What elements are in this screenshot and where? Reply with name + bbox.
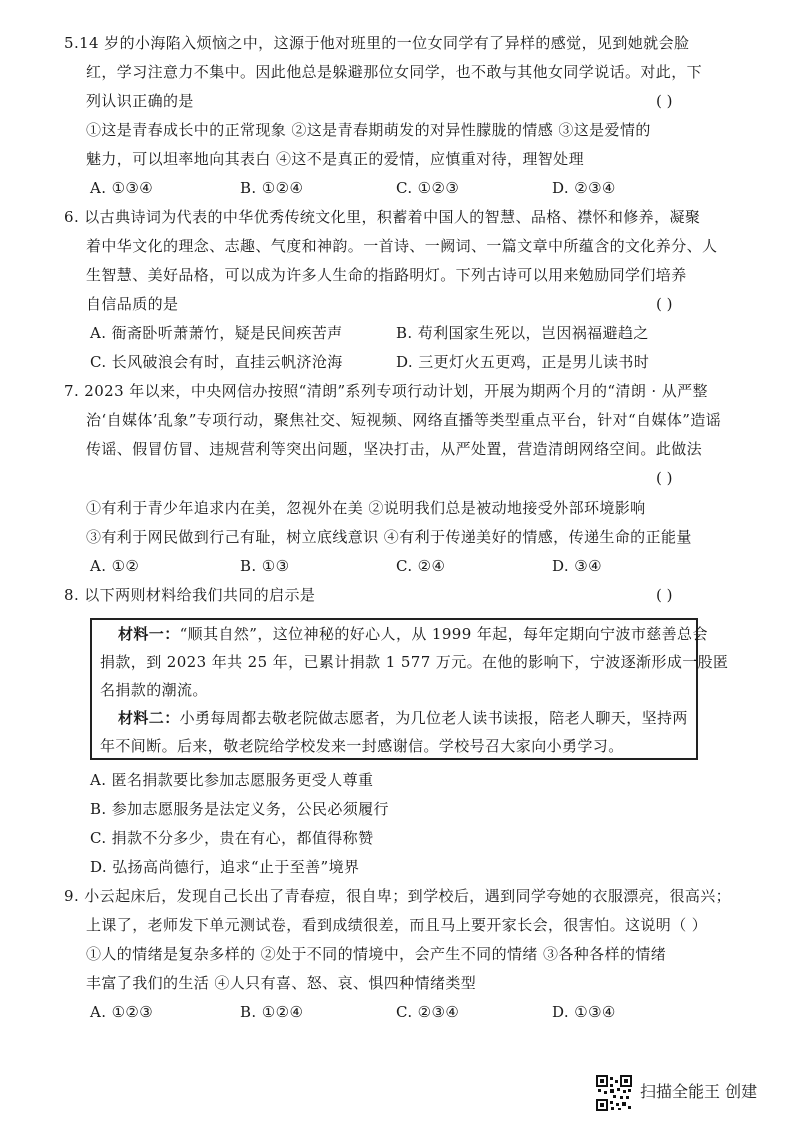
material-1-line-2: 捐款，到 2023 年共 25 年，已累计捐款 1 577 万元。在他的影响下，宁波逐渐形成一股匿 <box>100 653 729 671</box>
q9-line-2: 上课了，老师发下单元测试卷，看到成绩很差，而且马上要开家长会，很害怕。这说明（ ） <box>86 916 708 934</box>
q9-line-4: 丰富了我们的生活 ④人只有喜、怒、哀、惧四种情绪类型 <box>86 974 477 992</box>
q5-line-1: 5.14 岁的小海陷入烦恼之中，这源于他对班里的一位女同学有了异样的感觉，见到她就会脸 <box>64 34 690 52</box>
q6-line-1: 6. 以古典诗词为代表的中华优秀传统文化里，积蓄着中国人的智慧、品格、襟怀和修养，凝聚 <box>64 208 701 226</box>
q9-option-d: D. ①③④ <box>552 1003 616 1021</box>
q5-answer-paren: ( ) <box>656 92 673 110</box>
material-2-text: 小勇每周都去敬老院做志愿者，为几位老人读书读报，陪老人聊天，坚持两 <box>179 709 688 727</box>
q7-line-5: ③有利于网民做到行己有耻，树立底线意识 ④有利于传递美好的情感，传递生命的正能量 <box>86 528 692 546</box>
q8-option-b: B. 参加志愿服务是法定义务，公民必须履行 <box>90 800 389 818</box>
q8-answer-paren: ( ) <box>656 586 673 604</box>
q7-line-4: ①有利于青少年追求内在美，忽视外在美 ②说明我们总是被动地接受外部环境影响 <box>86 499 646 517</box>
q7-line-2: 治‘自媒体’乱象”专项行动，聚焦社交、短视频、网络直播等类型重点平台，针对“自媒体”造谣 <box>86 411 722 429</box>
q6-line-2: 着中华文化的理念、志趣、气度和神韵。一首诗、一阙词、一篇文章中所蕴含的文化养分、人 <box>86 237 718 255</box>
q6-option-d: D. 三更灯火五更鸡，正是男儿读书时 <box>396 353 650 371</box>
material-1-line-3: 名捐款的潮流。 <box>100 681 208 699</box>
q9-line-1: 9. 小云起床后，发现自己长出了青春痘，很自卑；到学校后，遇到同学夸她的衣服漂亮，很高兴； <box>64 887 732 905</box>
qr-code-icon <box>596 1075 632 1111</box>
q9-line-3: ①人的情绪是复杂多样的 ②处于不同的情境中，会产生不同的情绪 ③各种各样的情绪 <box>86 945 667 963</box>
q7-option-c: C. ②④ <box>396 557 446 575</box>
q5-line-4: ①这是青春成长中的正常现象 ②这是青春期萌发的对异性朦胧的情感 ③这是爱情的 <box>86 121 651 139</box>
q6-line-4: 自信品质的是 <box>86 295 179 313</box>
q9-option-a: A. ①②③ <box>90 1003 154 1021</box>
q6-answer-paren: ( ) <box>656 295 673 313</box>
q8-line-1: 8. 以下两则材料给我们共同的启示是 <box>64 586 316 604</box>
material-2-line-1 <box>118 708 688 728</box>
material-2-label: 材料二： <box>118 709 180 727</box>
q7-option-b: B. ①③ <box>240 557 290 575</box>
q5-option-d: D. ②③④ <box>552 179 616 197</box>
q5-line-2: 红，学习注意力不集中。因此他总是躲避那位女同学，也不敢与其他女同学说话。对此，下 <box>86 63 703 81</box>
q6-option-c: C. 长风破浪会有时，直挂云帆济沧海 <box>90 353 343 371</box>
q5-line-3: 列认识正确的是 <box>86 92 194 110</box>
q5-line-5: 魅力，可以坦率地向其表白 ④这不是真正的爱情，应慎重对待，理智处理 <box>86 150 584 168</box>
material-2-line-2: 年不间断。后来，敬老院给学校发来一封感谢信。学校号召大家向小勇学习。 <box>100 737 624 755</box>
material-1-text: “顺其自然”，这位神秘的好心人，从 1999 年起，每年定期向宁波市慈善总会 <box>179 625 708 643</box>
material-1-label: 材料一： <box>118 625 180 643</box>
q7-option-d: D. ③④ <box>552 557 602 575</box>
q5-option-c: C. ①②③ <box>396 179 460 197</box>
q7-answer-paren: ( ) <box>656 469 673 487</box>
scanner-watermark-text: 扫描全能王 创建 <box>640 1082 758 1101</box>
q6-line-3: 生智慧、美好品格，可以成为许多人生命的指路明灯。下列古诗可以用来勉励同学们培养 <box>86 266 687 284</box>
q7-line-3: 传谣、假冒仿冒、违规营利等突出问题，坚决打击，从严处置，营造清朗网络空间。此做法 <box>86 440 703 458</box>
q9-option-c: C. ②③④ <box>396 1003 460 1021</box>
q8-option-d: D. 弘扬高尚德行，追求“止于至善”境界 <box>90 858 360 876</box>
material-1-line-1 <box>118 624 708 644</box>
q9-option-b: B. ①②④ <box>240 1003 304 1021</box>
q5-option-a: A. ①③④ <box>90 179 154 197</box>
q6-option-a: A. 衙斋卧听萧萧竹，疑是民间疾苦声 <box>90 324 343 342</box>
q6-option-b: B. 苟利国家生死以，岂因祸福避趋之 <box>396 324 649 342</box>
q5-option-b: B. ①②④ <box>240 179 304 197</box>
q8-option-c: C. 捐款不分多少，贵在有心，都值得称赞 <box>90 829 374 847</box>
q7-option-a: A. ①② <box>90 557 140 575</box>
q7-line-1: 7. 2023 年以来，中央网信办按照“清朗”系列专项行动计划，开展为期两个月的“清朗 · 从严整 <box>64 382 708 400</box>
q8-option-a: A. 匿名捐款要比参加志愿服务更受人尊重 <box>90 771 374 789</box>
